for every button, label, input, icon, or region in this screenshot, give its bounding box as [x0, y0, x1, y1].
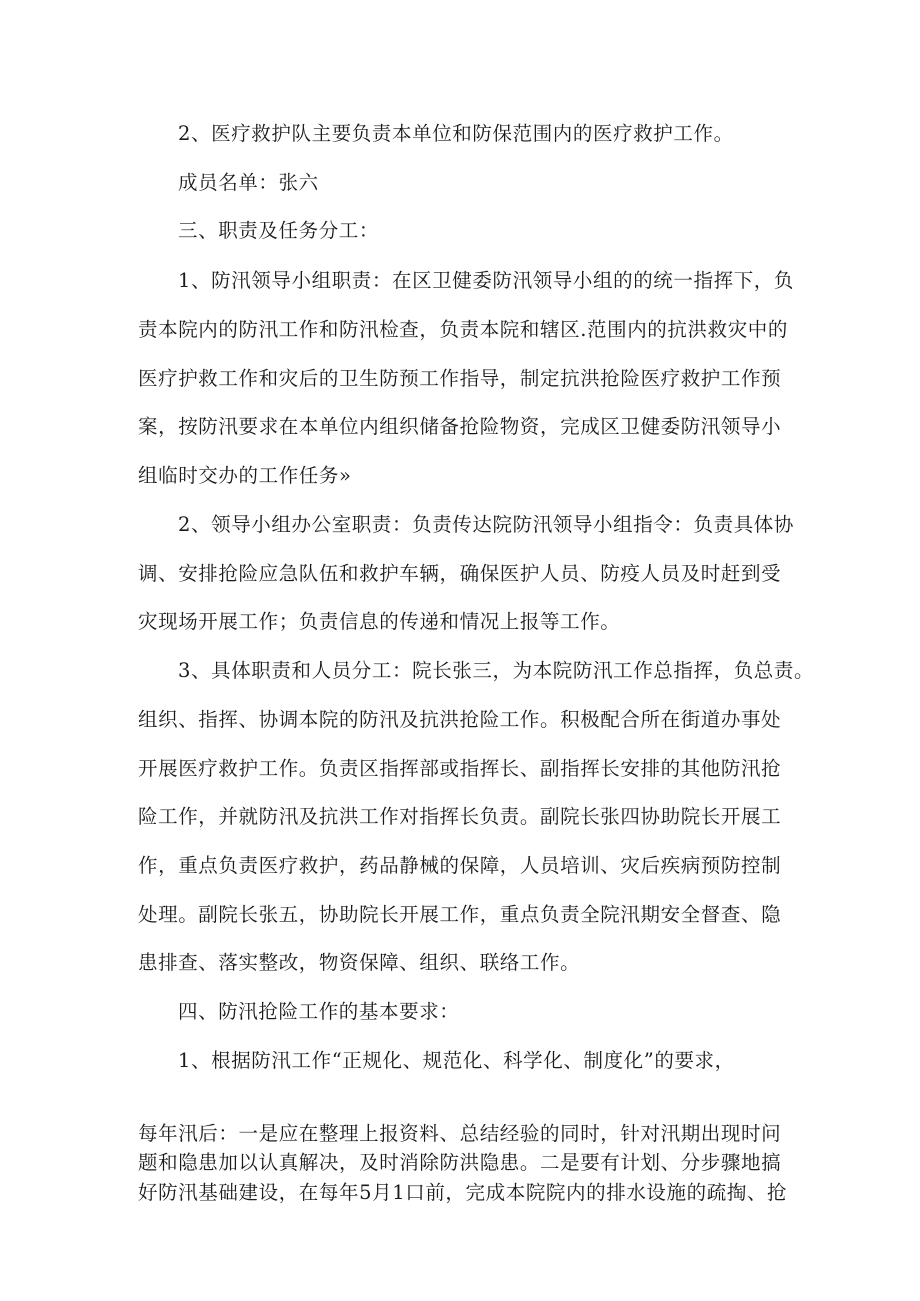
- member-list-line: 成员名单：张六: [178, 171, 319, 194]
- requirement-one-line: 1、根据防汛工作“正规化、规范化、科学化、制度化”的要求，: [178, 1049, 735, 1072]
- paragraph-line: 组临时交办的工作任务»: [138, 464, 352, 487]
- paragraph-line: 责本院内的防汛工作和防汛检查，负责本院和辖区.范围内的抗洪救灾中的: [138, 318, 788, 341]
- section-four-heading: 四、防汛抢险工作的基本要求：: [178, 1000, 460, 1023]
- paragraph-line: 作，重点负责医疗救护，药品静械的保障，人员培训、灾后疾病预防控制: [138, 854, 782, 877]
- paragraph-line: 险工作，并就防汛及抗洪工作对指挥长负责。副院长张四协助院长开展工: [138, 805, 782, 828]
- paragraph-line: 好防汛基础建设，在每年5月1口前，完成本院院内的排水设施的疏掏、抢: [138, 1181, 788, 1204]
- paragraph-line: 调、安排抢险应急队伍和救护车辆，确保医护人员、防疫人员及时赶到受: [138, 562, 782, 585]
- section-three-heading: 三、职责及任务分工：: [178, 219, 380, 242]
- paragraph-line: 医疗护救工作和灾后的卫生防预工作指导，制定抗洪抢险医疗救护工作预: [138, 367, 782, 390]
- paragraph-line: 题和隐患加以认真解决，及时消除防洪隐患。二是要有计划、分步骤地搞: [138, 1151, 782, 1174]
- paragraph-line: 组织、指挥、协调本院的防汛及抗洪抢险工作。积极配合所在街道办事处: [138, 708, 782, 731]
- paragraph-line: 案，按防汛要求在本单位内组织储备抢险物资，完成区卫健委防汛领导小: [138, 415, 782, 438]
- paragraph-line: 2、领导小组办公室职责：负责传达院防汛领导小组指令：负责具体协: [178, 513, 795, 536]
- paragraph-line: 每年汛后：一是应在整理上报资料、总结经验的同时，针对汛期出现时问: [138, 1122, 782, 1145]
- paragraph-line: 灾现场开展工作；负责信息的传递和情况上报等工作。: [138, 610, 621, 633]
- paragraph-line: 患排查、落实整改，物资保障、组织、联络工作。: [138, 951, 581, 974]
- paragraph-line: 处理。副院长张五，协助院长开展工作，重点负责全院汛期安全督查、隐: [138, 903, 782, 926]
- paragraph-line: 开展医疗救护工作。负责区指挥部或指挥长、副指挥长安排的其他防汛抢: [138, 757, 782, 780]
- medical-team-duty-line: 2、医疗救护队主要负责本单位和防保范围内的医疗救护工作。: [178, 122, 734, 145]
- paragraph-line: 3、具体职责和人员分工：院长张三，为本院防汛工作总指挥，负总责。: [178, 659, 815, 682]
- paragraph-line: 1、防汛领导小组职责：在区卫健委防汛领导小组的的统一指挥下，负: [178, 269, 795, 292]
